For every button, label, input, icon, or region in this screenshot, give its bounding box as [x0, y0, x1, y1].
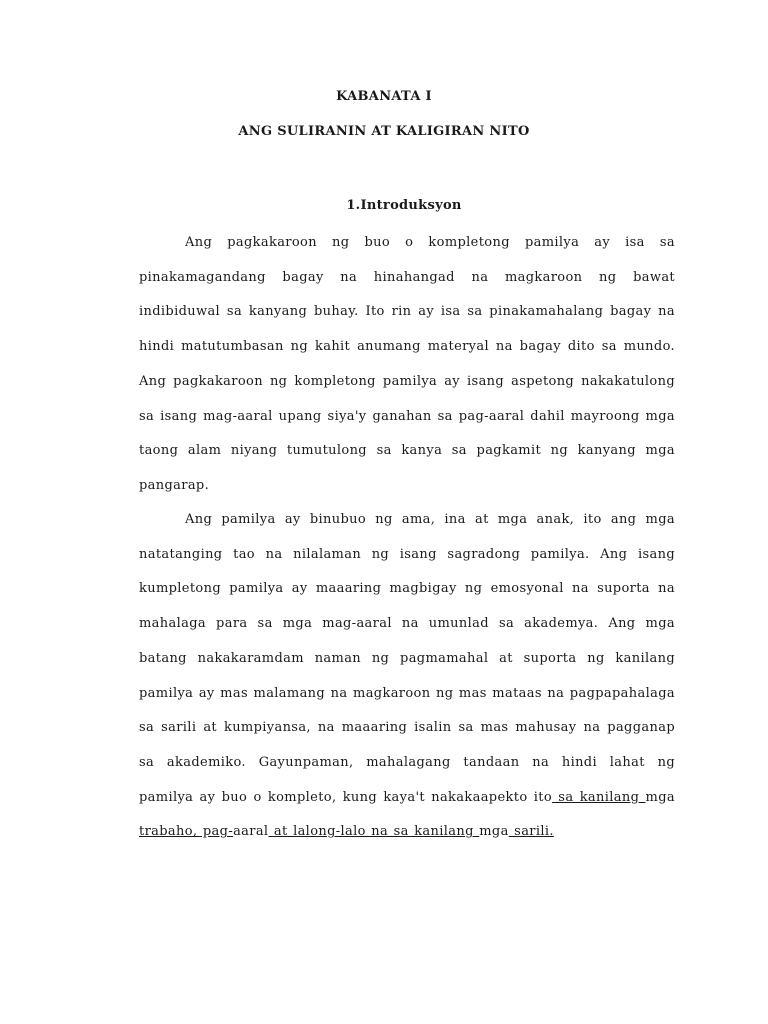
- section-heading: 1.Introduksyon: [346, 198, 462, 213]
- paragraph-2-text-segment: mga: [479, 824, 509, 840]
- underlined-text: sa kanilang: [552, 789, 646, 805]
- paragraph-2-text-segment: mga: [645, 789, 675, 805]
- underlined-text: at lalong-lalo na sa kanilang: [268, 824, 480, 840]
- chapter-heading: KABANATA I: [336, 89, 432, 104]
- paragraph-2-text: [139, 503, 675, 850]
- underlined-text: trabaho, pag-: [139, 824, 234, 840]
- chapter-title: ANG SULIRANIN AT KALIGIRAN NITO: [238, 124, 530, 139]
- paragraph-1-text: Ang pagkakaroon ng buo o kompletong pamilya ay isa sa pinakamagandang bagay na hinahangad na magkaroon ng bawat indibiduwal sa kanyang buhay. Ito rin ay isa sa pinakamahalang bagay na hindi matutumbasan ng kahit anumang materyal na bagay dito sa mundo. Ang pagkakaroon ng kompletong pamilya ay isang aspetong nakakatulong sa isang mag-aaral upang siya'y ganahan sa pag-aaral dahil mayroong mga taong alam niyang tumutulong sa kanya sa pagkamit ng kanyang mga pangarap.: [139, 235, 675, 493]
- underlined-text: sarili.: [508, 824, 554, 840]
- paragraph-1: [139, 226, 675, 504]
- paragraph-2: [139, 503, 675, 850]
- paragraph-2-main: Ang pamilya ay binubuo ng ama, ina at mga anak, ito ang mga natatanging tao na nilalaman ng isang sagradong pamilya. Ang isang kumpletong pamilya ay maaaring magbigay ng emosyonal na suporta na mahalaga para sa mga mag-aaral na umunlad sa akademya. Ang mga batang nakakaramdam naman ng pagmamahal at suporta ng kanilang pamilya ay mas malamang na magkaroon ng mas mataas na pagpapahalaga sa sarili at kumpiyansa, na maaaring isalin sa mas mahusay na pagganap sa akademiko. Gayunpaman, mahalagang tandaan na hindi lahat ng pamilya ay buo o kompleto, kung kaya't nakakaapekto ito: [139, 512, 675, 805]
- paragraph-2-text-segment: aaral: [233, 824, 269, 840]
